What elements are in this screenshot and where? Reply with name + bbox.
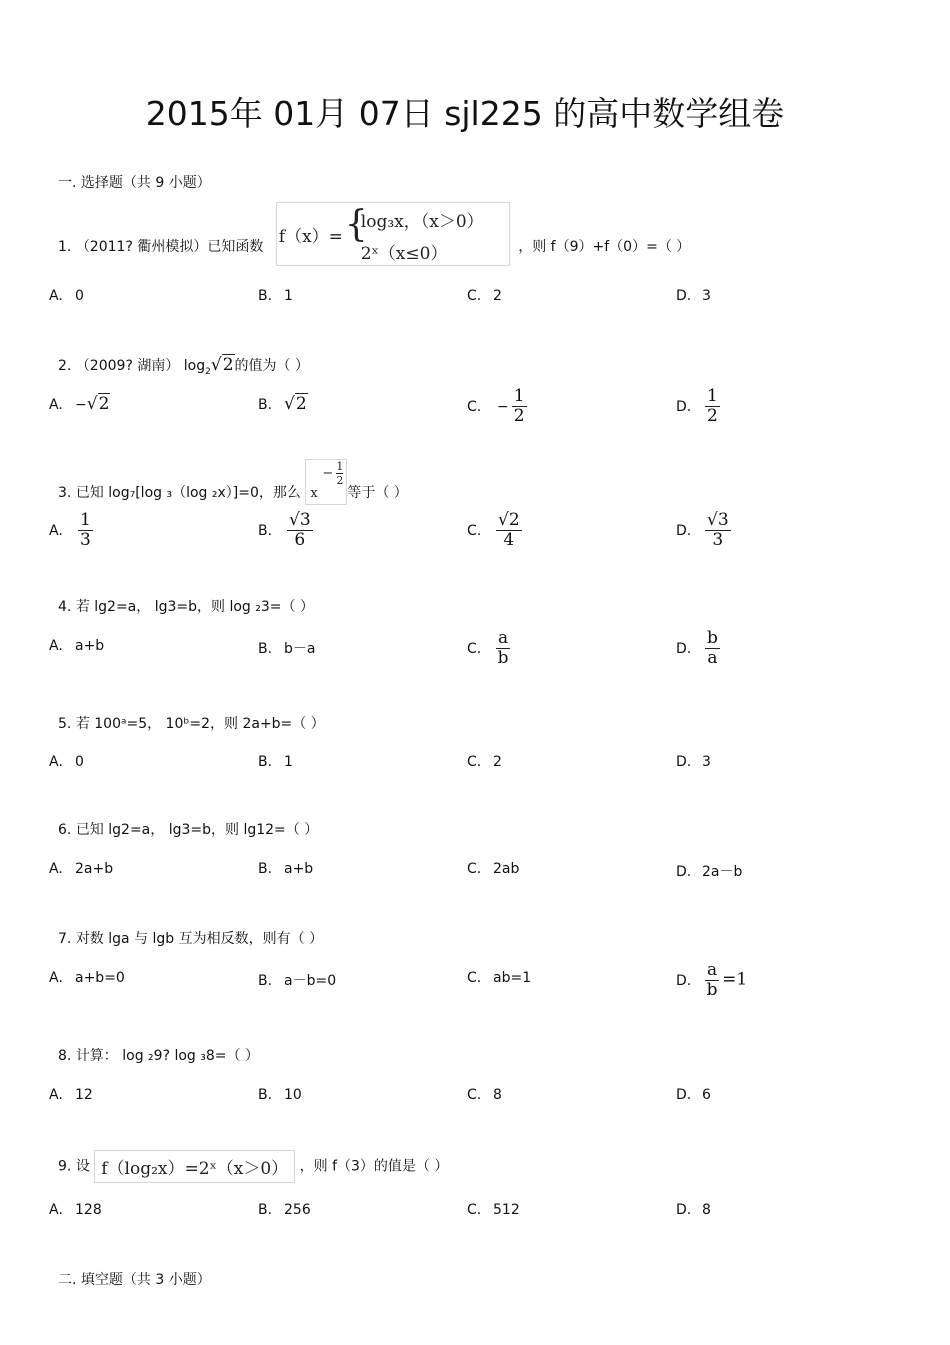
- option-d[interactable]: D. 3: [676, 754, 711, 770]
- question-prefix: 设: [75, 1158, 90, 1175]
- option-a[interactable]: A. 0: [49, 754, 84, 770]
- option-d[interactable]: D. 8: [676, 1202, 711, 1218]
- question-text: 已知 lg2=a， lg3=b，则 lg12=（ ）: [75, 822, 319, 838]
- question-8: [58, 1045, 259, 1065]
- option-b[interactable]: B. 10: [258, 1087, 302, 1103]
- option-d[interactable]: D. $\frac{a}{b}$ =1: [676, 960, 748, 1000]
- formula-fx: f（x）=: [278, 227, 343, 247]
- question-text: 若 100ᵃ=5， 10ᵇ=2，则 2a+b=（ ）: [75, 716, 325, 732]
- option-b[interactable]: B. b－a: [258, 641, 316, 657]
- option-d[interactable]: D. 3: [676, 288, 711, 304]
- option-b[interactable]: B. 1: [258, 754, 293, 770]
- option-a[interactable]: A. $\frac{1}{3}$: [49, 510, 91, 550]
- option-c[interactable]: C. 2: [467, 754, 502, 770]
- question-number: 8.: [58, 1048, 72, 1064]
- option-c[interactable]: C. 2ab: [467, 861, 520, 877]
- option-a[interactable]: A. a+b: [49, 638, 105, 654]
- option-c[interactable]: C. $\frac{√2}{4}$: [467, 510, 520, 550]
- question-3: [58, 460, 408, 505]
- option-d[interactable]: D. $\frac{1}{2}$: [676, 386, 718, 426]
- option-d[interactable]: D. $\frac{b}{a}$: [676, 628, 718, 668]
- page-title: 2015年 01月 07日 sjl225 的高中数学组卷: [145, 94, 785, 133]
- option-c[interactable]: C. 2: [467, 288, 502, 304]
- option-b[interactable]: B. 256: [258, 1202, 311, 1218]
- question-number: 7.: [58, 931, 72, 947]
- question-2: 2. （2009? 湖南） $\log_2√2$的值为（ ）: [58, 355, 309, 377]
- question-5: [58, 713, 325, 733]
- option-b[interactable]: B. a+b: [258, 861, 314, 877]
- question-prefix: （2009? 湖南） log: [75, 358, 206, 374]
- option-a[interactable]: A. 2a+b: [49, 861, 114, 877]
- question-number: 1.: [58, 239, 72, 255]
- formula-line-2: 2ˣ（x≤0）: [360, 244, 448, 264]
- piecewise-formula: [276, 202, 510, 266]
- option-a[interactable]: A. 0: [49, 288, 84, 304]
- option-b[interactable]: B. $\frac{√3}{6}$: [258, 510, 311, 550]
- power-expression: x − 1 2: [305, 459, 347, 505]
- option-a[interactable]: A. 12: [49, 1087, 93, 1103]
- option-c[interactable]: C. $\frac{a}{b}$: [467, 628, 509, 668]
- option-d[interactable]: D. 6: [676, 1087, 711, 1103]
- question-suffix: ，则 f（9）+f（0）=（ ）: [518, 239, 691, 255]
- question-6: [58, 819, 318, 839]
- question-suffix: 等于（ ）: [347, 485, 408, 501]
- question-number: 5.: [58, 716, 72, 732]
- option-c[interactable]: C. 8: [467, 1087, 502, 1103]
- option-d[interactable]: D. $\frac{√3}{3}$: [676, 510, 729, 550]
- question-number: 6.: [58, 822, 72, 838]
- question-4: [58, 596, 314, 616]
- question-number: 3.: [58, 485, 72, 501]
- formula-line-1: log₃x，（x＞0）: [360, 212, 484, 232]
- brace: {: [344, 204, 368, 245]
- section-heading-fill: 二. 填空题（共 3 小题）: [58, 1272, 211, 1288]
- question-1: [58, 204, 691, 266]
- question-text: 已知 log₇[log ₃（log ₂x）]=0，那么: [75, 485, 301, 501]
- option-c[interactable]: C. ab=1: [467, 970, 532, 986]
- option-c[interactable]: C. 512: [467, 1202, 520, 1218]
- option-b[interactable]: B. 1: [258, 288, 293, 304]
- question-number: 2.: [58, 358, 72, 374]
- question-text: 若 lg2=a， lg3=b，则 log ₂3=（ ）: [75, 599, 314, 615]
- option-a[interactable]: A. a+b=0: [49, 970, 125, 986]
- sqrt-expression: √2: [210, 355, 234, 375]
- question-suffix: ，则 f（3）的值是（ ）: [299, 1158, 449, 1175]
- option-c[interactable]: C. − $\frac{1}{2}$: [467, 386, 525, 426]
- question-number: 4.: [58, 599, 72, 615]
- option-a[interactable]: A. 128: [49, 1202, 102, 1218]
- option-a[interactable]: A. −√2: [49, 394, 110, 414]
- function-formula: f（log₂x）=2ˣ（x＞0）: [94, 1150, 295, 1183]
- option-b[interactable]: B. a－b=0: [258, 973, 337, 989]
- question-7: [58, 928, 323, 948]
- section-heading-choice: 一. 选择题（共 9 小题）: [58, 175, 211, 191]
- question-suffix: 的值为（ ）: [234, 358, 309, 374]
- question-prefix: （2011? 衢州模拟）已知函数: [75, 239, 264, 255]
- question-text: 计算： log ₂9? log ₃8=（ ）: [75, 1048, 259, 1064]
- question-9: [58, 1150, 448, 1183]
- question-number: 9.: [58, 1158, 72, 1175]
- option-d[interactable]: D. 2a－b: [676, 864, 743, 880]
- option-b[interactable]: B. √2: [258, 394, 307, 414]
- question-text: 对数 lga 与 lgb 互为相反数，则有（ ）: [75, 931, 324, 947]
